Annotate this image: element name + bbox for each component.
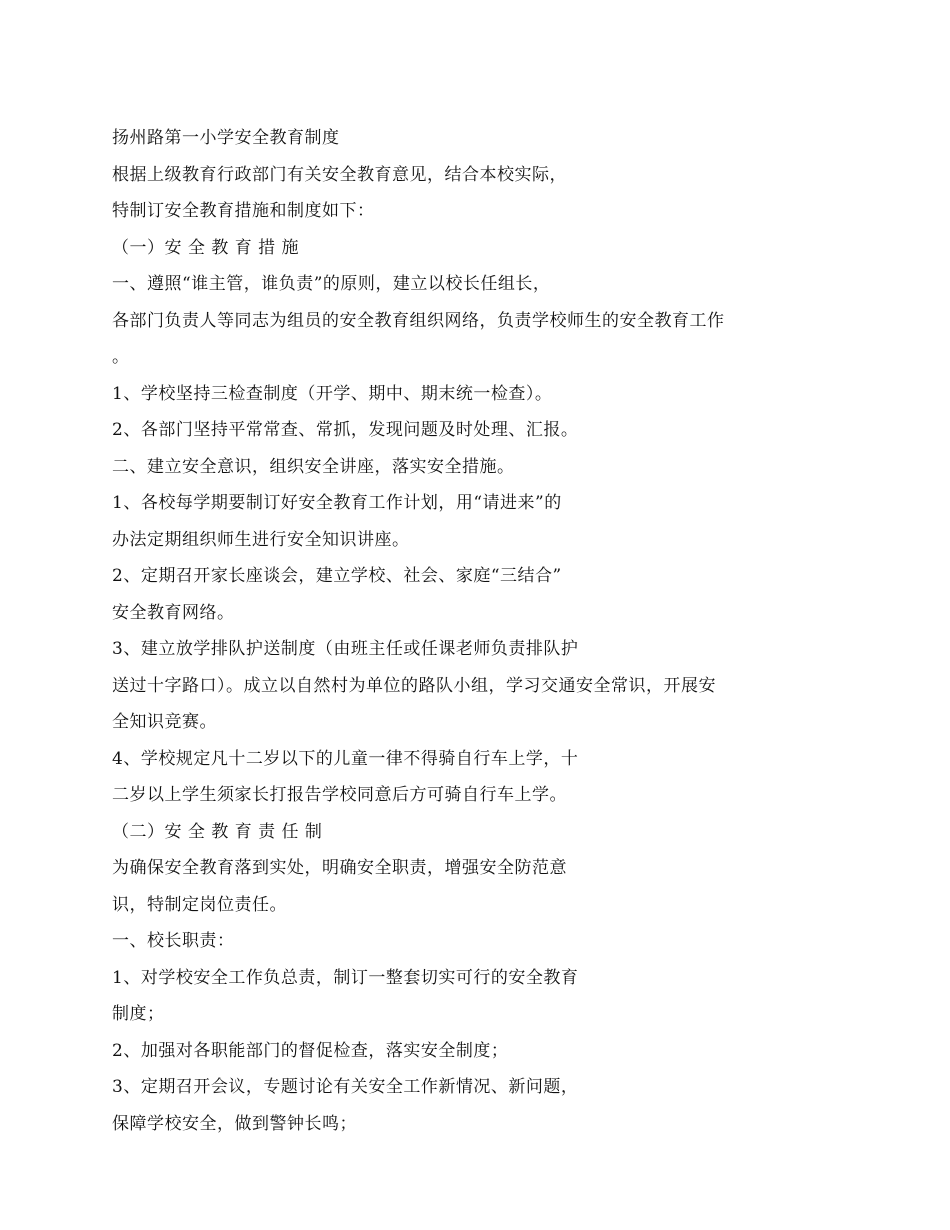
paragraph-line: 。 [112, 347, 130, 367]
paragraph-line: 1、学校坚持三检查制度（开学、期中、期末统一检查）。 [112, 383, 553, 404]
paragraph-line: 识，特制定岗位责任。 [112, 894, 287, 915]
section-heading: （二）安 全 教 育 责 任 制 [112, 821, 323, 842]
paragraph-line: 一、校长职责： [112, 931, 235, 951]
paragraph-line: 1、各校每学期要制订好安全教育工作计划，用“请进来”的 [112, 493, 562, 513]
paragraph-line: 办法定期组织师生进行安全知识讲座。 [112, 529, 410, 550]
paragraph-line: 送过十字路口）。成立以自然村为单位的路队小组，学习交通安全常识，开展安 [112, 675, 716, 696]
paragraph-line: 特制订安全教育措施和制度如下： [112, 201, 375, 221]
paragraph-line: 制度； [112, 1004, 165, 1024]
paragraph-line: 1、对学校安全工作负总责，制订一整套切实可行的安全教育 [112, 967, 579, 988]
paragraph-line: 4、学校规定凡十二岁以下的儿童一律不得骑自行车上学，十 [112, 748, 579, 769]
paragraph-line: 二、建立安全意识，组织安全讲座，落实安全措施。 [112, 456, 515, 477]
paragraph-line: 各部门负责人等同志为组员的安全教育组织网络，负责学校师生的安全教育工作 [112, 310, 725, 331]
paragraph-line: 2、加强对各职能部门的督促检查，落实安全制度； [112, 1040, 509, 1061]
document-body [112, 126, 792, 1148]
paragraph-line: 2、各部门坚持平常常查、常抓，发现问题及时处理、汇报。 [112, 420, 579, 440]
paragraph-line: 3、定期召开会议，专题讨论有关安全工作新情况、新问题， [112, 1077, 579, 1097]
document-title: 扬州路第一小学安全教育制度 [112, 128, 340, 148]
section-heading: （一）安 全 教 育 措 施 [112, 237, 300, 258]
paragraph-line: 根据上级教育行政部门有关安全教育意见，结合本校实际， [112, 164, 567, 185]
paragraph-line: 全知识竞赛。 [112, 712, 217, 732]
paragraph-line: 二岁以上学生须家长打报告学校同意后方可骑自行车上学。 [112, 785, 567, 805]
paragraph-line: 3、建立放学排队护送制度（由班主任或任课老师负责排队护 [112, 639, 579, 659]
paragraph-line: 保障学校安全，做到警钟长鸣； [112, 1113, 357, 1134]
paragraph-line: 为确保安全教育落到实处，明确安全职责，增强安全防范意 [112, 858, 567, 878]
paragraph-line: 一、遵照“谁主管，谁负责”的原则，建立以校长任组长， [112, 274, 551, 294]
paragraph-line: 2、定期召开家长座谈会，建立学校、社会、家庭“三结合” [112, 566, 562, 586]
paragraph-line: 安全教育网络。 [112, 602, 235, 623]
